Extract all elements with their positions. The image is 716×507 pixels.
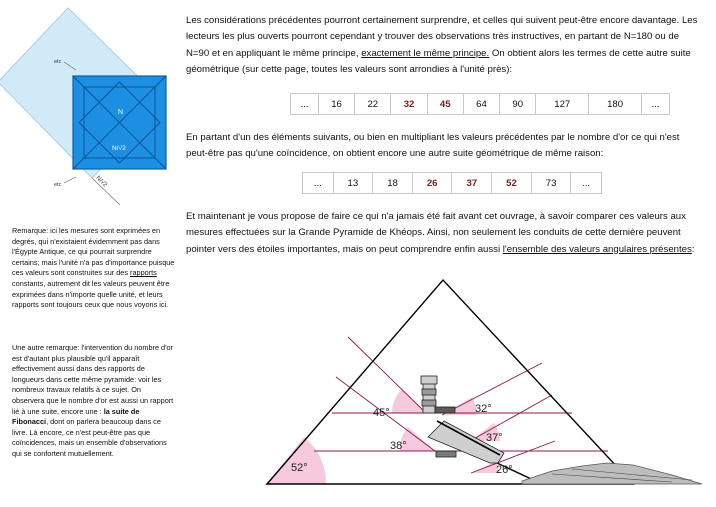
- angle-label-52: 52°: [291, 462, 308, 474]
- internal-passages: [421, 376, 542, 484]
- paragraph-3: [186, 209, 700, 258]
- sequence-table-2: [302, 172, 602, 194]
- seq2-cell: 37: [452, 173, 492, 194]
- seq2-cell: 52: [492, 173, 532, 194]
- paragraph-3-text-a: Et maintenant je vous propose de faire ce qui n'a jamais été fait avant cet ouvrage, à savoir comparer ces valeurs aux mesures effectuées sur la Grande Pyramide de Khéops. Ainsi, non seulement les conduits de cette dernière peuvent pointer vers des étoiles importantes, mais on peut comprendre enfin aussi: [186, 211, 686, 255]
- arc-52: [267, 437, 326, 484]
- sequence-table-1: [290, 93, 670, 115]
- side-note-1: [12, 226, 175, 311]
- seq1-cell: ...: [642, 94, 670, 115]
- sequence-row-1: [291, 94, 670, 115]
- side-note-2-text-a: Une autre remarque: l'intervention du nombre d'or est d'autant plus plausible qu'il apparaît effectivement aussi dans des rapports de longueurs dans cette même pyramide: voir les nombreux travaux relatifs à ce sujet. On observera que le nombre d'or est aussi un rapport lié à une suite, encore une :: [12, 343, 174, 416]
- seq1-cell: 32: [391, 94, 427, 115]
- etc-bottom-pointer: [64, 177, 76, 183]
- paragraph-3-underlined: l'ensemble des valeurs angulaires présentes: [502, 243, 692, 255]
- side-note-2-text-b: , dont on parlera beaucoup dans ce livre. Là encore, ce n'est peut-être pas que coïncidences, mais un ensemble d'observations qui se confortent mutuellement.: [12, 417, 167, 458]
- seq1-cell: 64: [463, 94, 499, 115]
- side-note-2-bold: la suite de Fibonacci: [12, 406, 140, 427]
- paragraph-1-text-a: Les considérations précédentes pourront certainement surprendre, et celles qui suivent peut-être encore davantage. Les lecteurs les plus ouverts pourront cependant y trouver des observations très instructives, en partant de N=180 ou de N=90 et en appliquant le même principe,: [186, 15, 698, 59]
- seq1-cell: 22: [355, 94, 391, 115]
- label-etc-bottom: etc: [54, 182, 62, 188]
- squares-figure: [0, 0, 176, 205]
- seq1-cell: 16: [318, 94, 354, 115]
- paragraph-1-text-b: On obtient alors les termes de cette autre suite géométrique (sur cette page, toutes les valeurs sont arrondies à l'unité près):: [186, 47, 691, 75]
- side-note-1-underlined: rapports: [130, 268, 157, 278]
- seq1-cell: 127: [536, 94, 589, 115]
- entrance-rubble: [522, 463, 702, 484]
- arc-45: [392, 389, 426, 413]
- paragraph-3-text-b: :: [691, 243, 695, 255]
- side-note-1-text-b: constants, autrement dit les valeurs peuvent être exprimées dans n'importe quelle unité, et leurs rapports sont toujours ceux que nous voyons ici.: [12, 278, 170, 310]
- seq1-cell: 90: [500, 94, 536, 115]
- paragraph-1: [186, 13, 700, 78]
- paragraph-2: En partant d'un des éléments suivants, ou bien en multipliant les valeurs précédentes par le nombre d'or ce qui n'est peut-être pas qu'une coïncidence, on obtient encore une autre suite géométrique de même raison:: [186, 132, 680, 160]
- angle-label-37: 37°: [486, 432, 503, 444]
- label-n-sqrt2: N/√2: [112, 145, 126, 152]
- label-n-sqrt2-outer: N/√2: [94, 175, 108, 189]
- sequence-row-2: [303, 173, 602, 194]
- seq2-cell: 13: [333, 173, 373, 194]
- side-note-1-text-a: Remarque: ici les mesures sont exprimées en degrés, qui n'existaient évidemment pas dans l'Égypte Antique, ce qui pourrait surprendre certains; mais l'unité n'a pas d'importance puisque ces valeurs sont construites sur des: [12, 226, 175, 278]
- pyramid-diagram: [252, 275, 716, 507]
- angle-label-38: 38°: [390, 440, 407, 452]
- seq2-cell: 26: [412, 173, 452, 194]
- paragraph-1-underlined: exactement le même principe.: [361, 47, 490, 59]
- label-etc-top: etc: [54, 59, 62, 65]
- angle-label-45: 45°: [373, 407, 390, 419]
- label-n: N: [118, 109, 124, 116]
- seq1-cell: ...: [291, 94, 319, 115]
- side-note-2: [12, 343, 175, 460]
- seq2-cell: 73: [531, 173, 571, 194]
- seq2-cell: 18: [373, 173, 413, 194]
- seq2-cell: ...: [571, 173, 602, 194]
- seq1-cell: 180: [589, 94, 642, 115]
- angle-label-32: 32°: [475, 403, 492, 415]
- angle-label-26: 26°: [496, 464, 513, 476]
- seq2-cell: ...: [303, 173, 334, 194]
- seq1-cell: 45: [427, 94, 463, 115]
